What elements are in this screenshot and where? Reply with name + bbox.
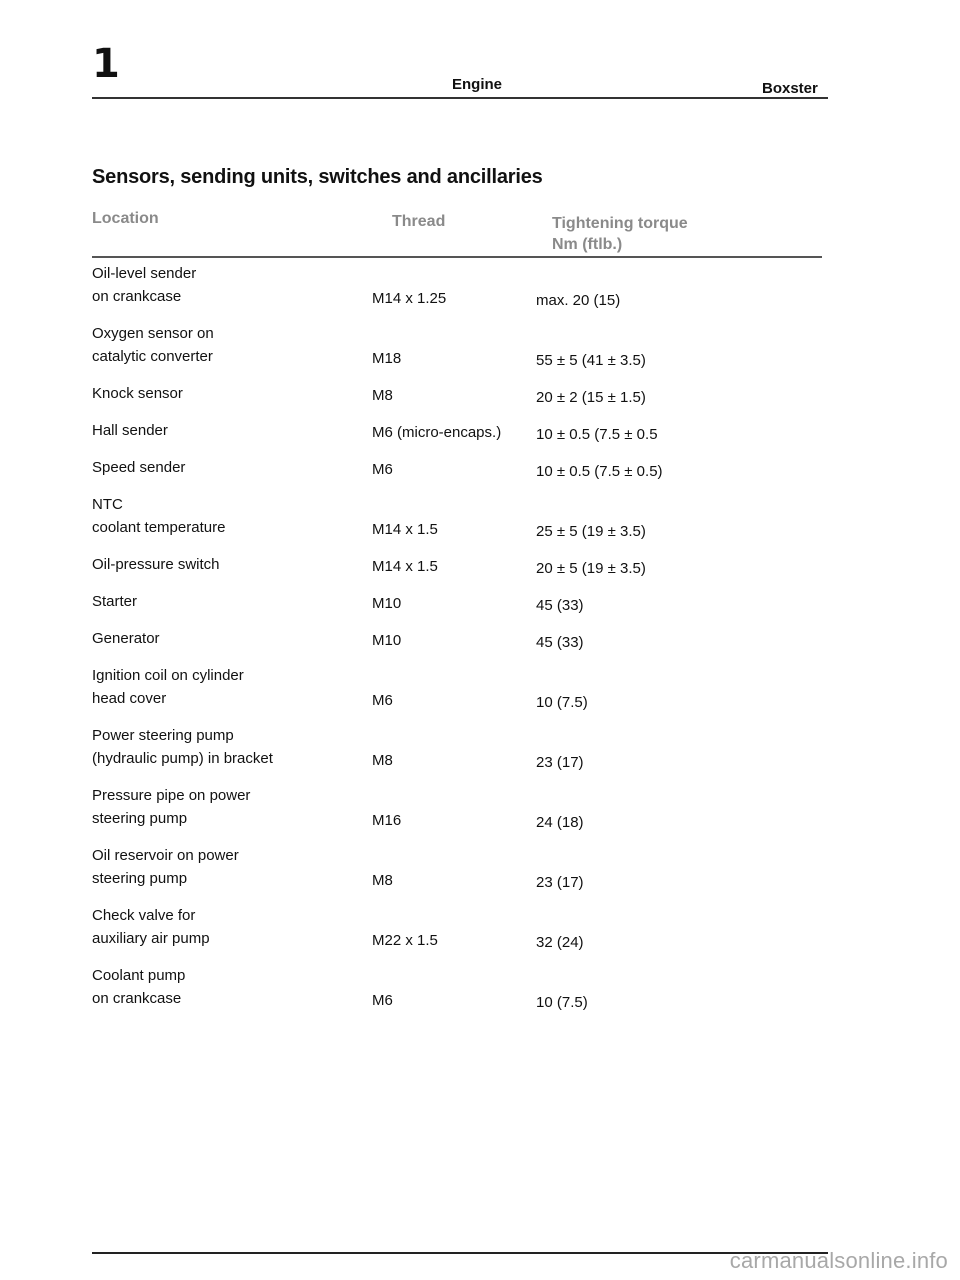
- location-line: Coolant pump: [92, 967, 186, 984]
- location-cell: [92, 844, 352, 890]
- torque-cell: 23 (17): [536, 754, 584, 771]
- torque-cell: 10 (7.5): [536, 994, 588, 1011]
- location-line: Hall sender: [92, 422, 168, 439]
- footer-rule: [92, 1252, 828, 1254]
- location-line: coolant temperature: [92, 519, 226, 536]
- location-line: Ignition coil on cylinder: [92, 667, 244, 684]
- location-line: NTC: [92, 496, 123, 513]
- location-line: Speed sender: [92, 459, 186, 476]
- header-rule: [92, 97, 828, 99]
- location-line: head cover: [92, 690, 167, 707]
- torque-cell: 45 (33): [536, 597, 584, 614]
- torque-cell: 20 ± 2 (15 ± 1.5): [536, 389, 646, 406]
- location-cell: [92, 724, 352, 770]
- location-cell: [92, 419, 352, 442]
- location-line: Starter: [92, 593, 138, 610]
- location-line: Pressure pipe on power: [92, 787, 251, 804]
- torque-cell: 32 (24): [536, 934, 584, 951]
- location-cell: [92, 904, 352, 950]
- location-line: Check valve for: [92, 907, 196, 924]
- column-header-location: Location: [92, 210, 159, 227]
- thread-cell: M10: [372, 595, 402, 612]
- column-header-torque: [552, 213, 688, 255]
- location-cell: [92, 322, 352, 368]
- location-line: Power steering pump: [92, 727, 234, 744]
- location-cell: [92, 456, 352, 479]
- torque-cell: 10 ± 0.5 (7.5 ± 0.5): [536, 463, 663, 480]
- thread-cell: M6 (micro-encaps.): [372, 424, 502, 441]
- location-cell: [92, 590, 352, 613]
- thread-cell: M6: [372, 692, 393, 709]
- location-cell: [92, 784, 352, 830]
- location-line: steering pump: [92, 870, 188, 887]
- torque-cell: 20 ± 5 (19 ± 3.5): [536, 560, 646, 577]
- location-line: on crankcase: [92, 990, 182, 1007]
- location-cell: [92, 627, 352, 650]
- thread-cell: M10: [372, 632, 402, 649]
- torque-cell: 23 (17): [536, 874, 584, 891]
- torque-cell: 24 (18): [536, 814, 584, 831]
- thread-cell: M14 x 1.5: [372, 521, 438, 538]
- section-header: Engine: [452, 76, 503, 93]
- torque-cell: 25 ± 5 (19 ± 3.5): [536, 523, 646, 540]
- watermark: carmanualsonline.info: [729, 1248, 948, 1273]
- thread-cell: M22 x 1.5: [372, 932, 438, 949]
- page-title: Sensors, sending units, switches and ancillaries: [92, 166, 543, 188]
- location-line: on crankcase: [92, 288, 182, 305]
- thread-cell: M6: [372, 992, 393, 1009]
- column-header-torque-line1: Tightening torque: [552, 215, 688, 232]
- location-line: Generator: [92, 630, 160, 647]
- column-header-rule: [92, 256, 822, 258]
- torque-cell: 10 (7.5): [536, 694, 588, 711]
- torque-cell: 55 ± 5 (41 ± 3.5): [536, 352, 646, 369]
- location-line: Oil-level sender: [92, 265, 197, 282]
- thread-cell: M8: [372, 387, 393, 404]
- location-line: Oxygen sensor on: [92, 325, 214, 342]
- thread-cell: M8: [372, 752, 393, 769]
- torque-cell: max. 20 (15): [536, 292, 621, 309]
- location-line: Oil reservoir on power: [92, 847, 239, 864]
- column-header-thread: Thread: [392, 213, 446, 230]
- location-cell: [92, 262, 352, 308]
- thread-cell: M16: [372, 812, 402, 829]
- thread-cell: M14 x 1.5: [372, 558, 438, 575]
- location-line: steering pump: [92, 810, 188, 827]
- location-cell: [92, 964, 352, 1010]
- model-header: Boxster: [762, 80, 818, 97]
- location-cell: [92, 553, 352, 576]
- torque-cell: 10 ± 0.5 (7.5 ± 0.5: [536, 426, 658, 443]
- torque-cell: 45 (33): [536, 634, 584, 651]
- location-line: catalytic converter: [92, 348, 213, 365]
- thread-cell: M18: [372, 350, 402, 367]
- location-line: (hydraulic pump) in bracket: [92, 750, 273, 767]
- location-cell: [92, 382, 352, 405]
- thread-cell: M14 x 1.25: [372, 290, 447, 307]
- location-line: Knock sensor: [92, 385, 183, 402]
- location-cell: [92, 664, 352, 710]
- column-header-torque-line2: Nm (ftlb.): [552, 236, 623, 253]
- location-line: auxiliary air pump: [92, 930, 210, 947]
- location-cell: [92, 493, 352, 539]
- location-line: Oil-pressure switch: [92, 556, 220, 573]
- thread-cell: M6: [372, 461, 393, 478]
- chapter-number: 1: [92, 41, 120, 87]
- thread-cell: M8: [372, 872, 393, 889]
